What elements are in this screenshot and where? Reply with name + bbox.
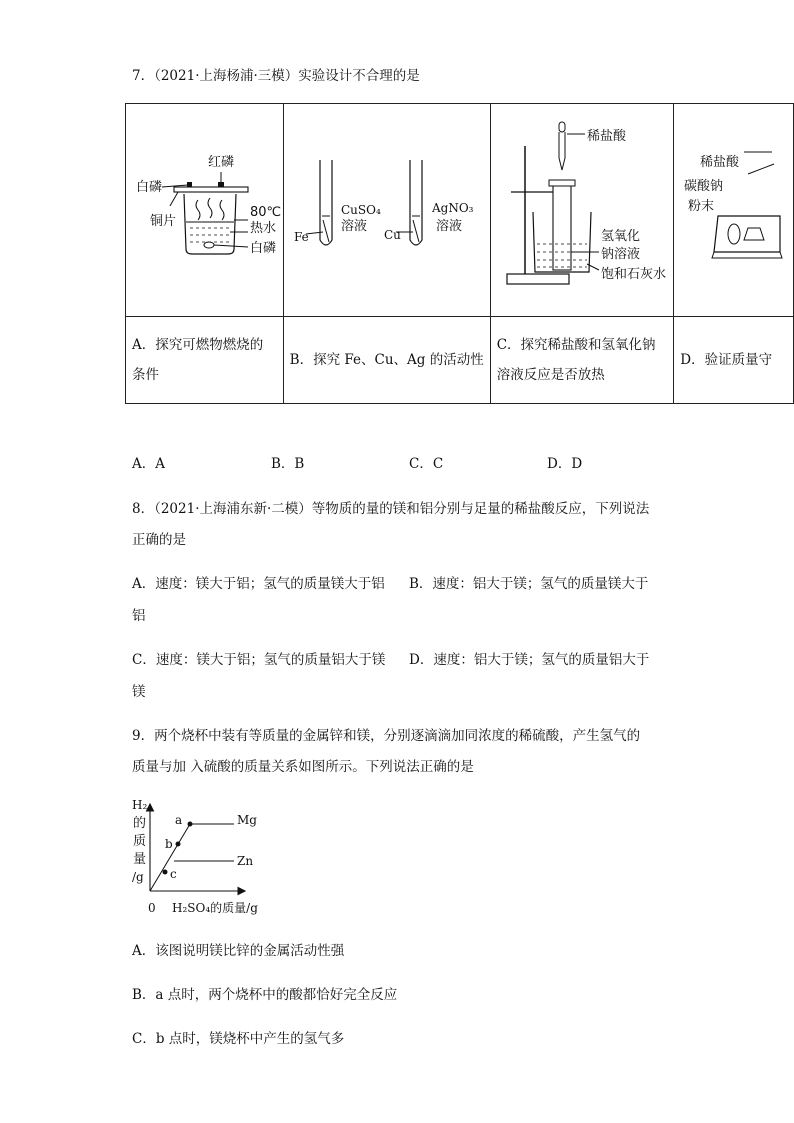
q9-option-c[interactable]: C．b 点时，镁烧杯中产生的氢气多	[132, 1031, 345, 1047]
q9-hydrogen-mass-graph	[128, 795, 278, 920]
label-solution-2: 溶液	[435, 219, 462, 234]
test-tubes-figure	[284, 104, 489, 316]
graph-ylabel-4: 量	[133, 852, 147, 867]
point-b	[176, 842, 181, 847]
q9-option-a[interactable]: A．该图说明镁比锌的金属活动性强	[132, 943, 345, 959]
q8-option-b[interactable]: B．速度：铝大于镁；氢气的质量镁大于	[409, 576, 649, 592]
graph-xlabel: H₂SO₄的质量/g	[172, 901, 258, 915]
caption-c: C．探究稀盐酸和氢氧化钠溶液反应是否放热	[490, 317, 674, 404]
graph-origin: 0	[148, 901, 156, 915]
q7-option-a[interactable]: A．A	[132, 456, 165, 472]
graph-point-a-label: a	[175, 813, 183, 827]
q8-option-c[interactable]: C．速度：镁大于铝；氢气的质量铝大于镁	[132, 652, 386, 668]
q8-stem-line1: 8．（2021·上海浦东新·二模）等物质的量的镁和铝分别与足量的稀盐酸反应，下列说法	[132, 501, 650, 517]
q9-option-b[interactable]: B．a 点时，两个烧杯中的酸都恰好完全反应	[132, 987, 398, 1003]
q9-stem-line1: 9．两个烧杯中装有等质量的金属锌和镁，分别逐滴滴加同浓度的稀硫酸，产生氢气的	[132, 728, 641, 744]
label-solution-1: 溶液	[340, 219, 367, 234]
q8-option-b-cont: 铝	[132, 608, 146, 624]
label-dilute-hcl: 稀盐酸	[586, 129, 626, 144]
label-red-phosphorus: 红磷	[208, 155, 235, 170]
label-white-phosphorus-top: 白磷	[136, 180, 163, 195]
label-cu: Cu	[383, 228, 401, 242]
q7-table	[125, 103, 794, 404]
q7-stem: 7．（2021·上海杨浦·三模）实验设计不合理的是	[132, 68, 420, 84]
q7-figure-c	[490, 104, 674, 317]
q8-stem-line2: 正确的是	[132, 532, 186, 548]
q7-option-d[interactable]: D．D	[547, 456, 583, 472]
label-copper-plate: 铜片	[150, 214, 177, 229]
caption-a: A．探究可燃物燃烧的条件	[126, 317, 284, 404]
q7-figure-b	[283, 104, 490, 317]
q7-option-c[interactable]: C．C	[409, 456, 444, 472]
mass-conservation-figure	[674, 104, 794, 316]
caption-d: D．验证质量守	[674, 317, 794, 404]
graph-ylabel-2: 的	[133, 816, 147, 831]
graph-ylabel-5: /g	[132, 870, 144, 884]
caption-b: B．探究 Fe、Cu、Ag 的活动性	[283, 317, 490, 404]
label-white-phosphorus-bottom: 白磷	[250, 241, 277, 256]
label-dilute-hcl-d: 稀盐酸	[700, 155, 740, 170]
point-a	[188, 822, 193, 827]
q8-option-d[interactable]: D．速度：铝大于镁；氢气的质量铝大于	[409, 652, 650, 668]
neutralization-apparatus-figure	[491, 104, 686, 316]
label-agno3: AgNO₃	[431, 201, 474, 215]
label-limewater: 饱和石灰水	[600, 267, 666, 282]
label-powder: 粉末	[688, 199, 715, 214]
label-naoh-2: 钠溶液	[600, 247, 640, 262]
graph-zn-label: Zn	[237, 854, 254, 868]
label-fe: Fe	[293, 230, 309, 244]
graph-ylabel-1: H₂	[132, 798, 148, 812]
q9-stem-line2: 质量与加 入硫酸的质量关系如图所示。下列说法正确的是	[132, 759, 474, 775]
label-cuso4: CuSO₄	[340, 203, 381, 217]
graph-ylabel-3: 质	[133, 834, 147, 849]
q7-option-b[interactable]: B．B	[271, 456, 305, 472]
label-hot-water: 热水	[250, 221, 277, 236]
graph-point-b-label: b	[165, 837, 173, 851]
q8-option-a[interactable]: A．速度：镁大于铝；氢气的质量镁大于铝	[132, 576, 385, 592]
label-temperature: 80℃	[250, 205, 282, 220]
label-naoh-1: 氢氧化	[600, 229, 640, 244]
point-c	[163, 870, 168, 875]
label-na2co3: 碳酸钠	[684, 179, 724, 194]
combustion-apparatus-figure	[126, 104, 293, 316]
graph-mg-label: Mg	[237, 813, 257, 827]
graph-point-c-label: c	[170, 867, 177, 881]
q7-figure-a	[126, 104, 284, 317]
q7-figure-d	[674, 104, 794, 317]
q8-option-d-cont: 镁	[132, 684, 146, 700]
